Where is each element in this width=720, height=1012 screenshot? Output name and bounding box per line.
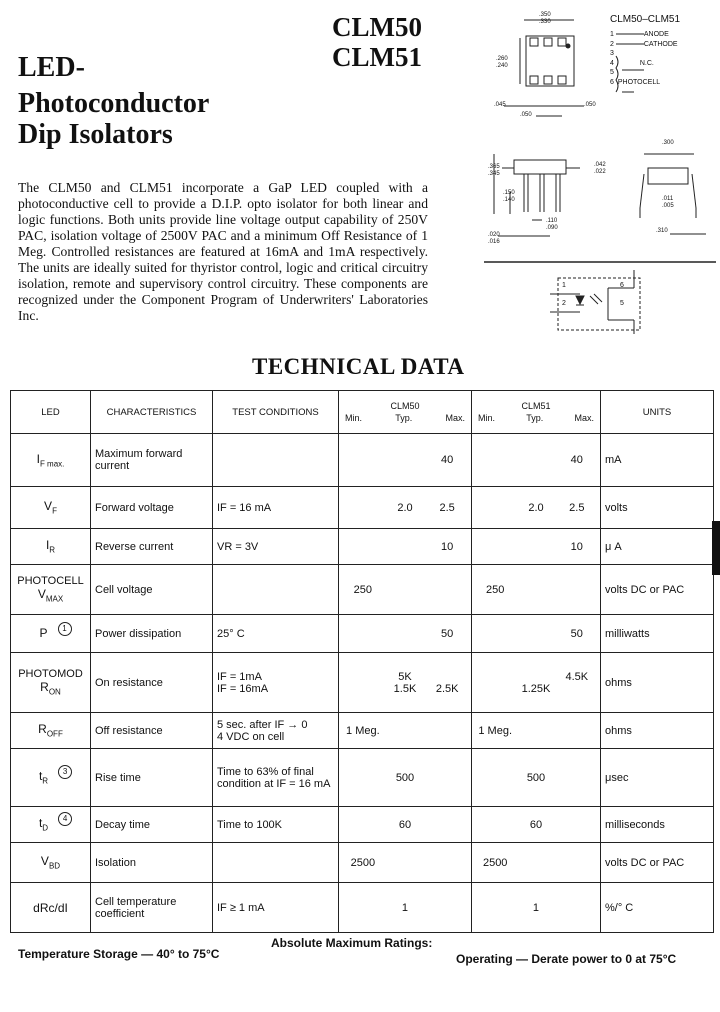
clm50-cell	[339, 434, 472, 487]
clm50-cell	[339, 615, 472, 653]
symbol-cell	[11, 615, 91, 653]
clm51-cell-value	[517, 628, 555, 640]
dim-pin-space: .110 .090	[546, 218, 558, 231]
characteristic-cell: Maximum forward current	[91, 434, 213, 487]
clm51-cell-value	[476, 628, 514, 640]
clm51-cell	[472, 565, 601, 615]
characteristic-cell: Cell voltage	[91, 565, 213, 615]
spec-table	[10, 390, 714, 933]
dim-lead-length: .150 .140	[503, 190, 515, 203]
symbol-subscript: F max.	[39, 459, 65, 469]
header-min: Min.	[478, 413, 496, 423]
clm51-cell	[472, 807, 601, 843]
test-condition-cell	[213, 565, 339, 615]
title-line-3: Dip Isolators	[18, 119, 173, 150]
clm51-cell-value: 2.0	[528, 501, 544, 514]
symbol-subscript: R	[49, 545, 56, 555]
pin-label: N.C.	[639, 59, 654, 67]
table-row	[11, 529, 714, 565]
pinout-title: CLM50–CLM51	[610, 14, 681, 25]
pin-label: PHOTOCELL	[617, 78, 661, 86]
header-min: Min.	[345, 413, 363, 423]
dim-end-width: .300	[662, 140, 674, 146]
title-line-1: LED-	[18, 52, 85, 83]
dim-left: .045	[494, 102, 506, 108]
clm51-cell-value: 40	[570, 454, 583, 466]
clm50-cell-value	[343, 454, 383, 466]
clm50-cell-value	[427, 857, 467, 869]
clm50-cell-value: 60	[398, 818, 412, 831]
clm50-cell-value	[343, 902, 383, 914]
test-condition-cell: Time to 63% of final condition at IF = 16 mA	[213, 749, 339, 807]
clm51-cell-value	[558, 857, 596, 869]
table-row	[11, 615, 714, 653]
clm51-cell-value: 1.25K	[521, 682, 551, 695]
clm50-cell-value	[385, 725, 425, 737]
header-led: LED	[11, 391, 91, 434]
test-condition-cell	[213, 843, 339, 883]
characteristic-cell: On resistance	[91, 653, 213, 713]
test-condition-cell: Time to 100K	[213, 807, 339, 843]
table-header-row	[11, 391, 714, 434]
clm50-cell	[339, 883, 472, 933]
technical-data-heading: TECHNICAL DATA	[252, 354, 465, 379]
clm51-cell-value: 1 Meg.	[478, 724, 513, 737]
test-condition-cell: IF = 1mA IF = 16mA	[213, 653, 339, 713]
table-row	[11, 434, 714, 487]
dim-row-width: .310	[656, 228, 668, 234]
characteristic-cell: Rise time	[91, 749, 213, 807]
pin-number: 6	[610, 78, 614, 86]
clm51-cell-value	[517, 454, 555, 466]
symbol-subscript: D	[42, 823, 49, 833]
clm51-cell-value: 10	[570, 540, 583, 553]
clm51-cell-value: 2500	[482, 856, 508, 869]
clm51-cell-value	[558, 725, 596, 737]
clm50-cell-value	[343, 628, 383, 640]
clm51-cell-value: 250	[486, 583, 505, 596]
table-row	[11, 713, 714, 749]
clm51-cell-value: 500	[526, 771, 546, 784]
clm51-cell-value	[476, 502, 514, 514]
section-label: PHOTOMOD	[18, 668, 83, 681]
clm51-cell-value	[476, 454, 514, 466]
pin-number: 3	[610, 50, 614, 57]
clm50-cell	[339, 487, 472, 529]
characteristic-cell: Forward voltage	[91, 487, 213, 529]
symbol-subscript: F	[52, 506, 57, 516]
symbol: dRc/dI	[33, 900, 68, 915]
section-label: PHOTOCELL	[17, 575, 84, 588]
units-cell: milliwatts	[601, 615, 714, 653]
clm50-cell-value	[427, 725, 467, 737]
note-number: 3	[58, 765, 72, 779]
clm50-cell-value: 250	[353, 583, 373, 596]
clm51-cell-value	[476, 819, 514, 831]
symbol: I	[36, 451, 40, 466]
clm50-cell-value	[385, 541, 425, 553]
symbol-cell	[11, 807, 91, 843]
clm51-cell	[472, 749, 601, 807]
pin-number: 4	[610, 59, 614, 67]
units-cell: μ A	[601, 529, 714, 565]
clm50-cell-value: 50	[441, 627, 454, 640]
units-cell: ohms	[601, 653, 714, 713]
test-condition-cell: 25° C	[213, 615, 339, 653]
schematic-pin-5: 5	[620, 300, 624, 307]
clm50-cell-value: 2.5	[439, 501, 455, 514]
symbol: V	[37, 587, 46, 602]
symbol: t	[38, 769, 43, 784]
clm50-cell-value	[343, 772, 383, 784]
characteristic-cell: Decay time	[91, 807, 213, 843]
clm51-cell-value: 1	[532, 901, 540, 914]
table-row	[11, 807, 714, 843]
clm50-cell	[339, 807, 472, 843]
pinout-list	[610, 30, 710, 87]
test-condition-cell: 5 sec. after IF → 0 4 VDC on cell	[213, 713, 339, 749]
clm51-cell-value	[476, 541, 514, 553]
clm50-cell-value	[427, 819, 467, 831]
clm51-cell-value	[517, 725, 555, 737]
header-clm50-label: CLM50	[390, 401, 420, 411]
clm50-cell-value: 40	[441, 454, 454, 466]
units-cell: volts DC or PAC	[601, 565, 714, 615]
dim-lead-thickness: .011 .005	[662, 196, 674, 209]
pin-label: CATHODE	[643, 40, 678, 48]
characteristic-cell: Reverse current	[91, 529, 213, 565]
header-typ: Typ.	[526, 413, 544, 423]
units-cell: milliseconds	[601, 807, 714, 843]
clm50-cell-value: 1 Meg.	[346, 724, 380, 737]
symbol: R	[38, 722, 47, 737]
header-max: Max.	[574, 413, 594, 423]
note-number: 4	[58, 812, 72, 826]
clm50-cell-value	[427, 772, 467, 784]
dim-top-width: .350 .330	[539, 12, 551, 25]
symbol-subscript: ON	[48, 687, 61, 697]
units-cell: volts	[601, 487, 714, 529]
symbol-cell	[11, 843, 91, 883]
clm51-cell-value	[558, 584, 596, 596]
test-condition-cell	[213, 434, 339, 487]
characteristic-cell: Isolation	[91, 843, 213, 883]
dim-side-height: .365 .345	[488, 164, 500, 177]
header-clm50	[339, 391, 472, 434]
symbol-cell	[11, 713, 91, 749]
part-number-clm51: CLM51	[332, 42, 422, 72]
clm51-cell	[472, 434, 601, 487]
pin-label: ANODE	[643, 31, 669, 38]
units-cell: ohms	[601, 713, 714, 749]
clm50-cell	[339, 749, 472, 807]
symbol-cell	[11, 434, 91, 487]
symbol-subscript: OFF	[46, 729, 63, 739]
clm50-cell	[339, 565, 472, 615]
schematic-pin-2: 2	[562, 300, 566, 307]
symbol-subscript: BD	[48, 861, 61, 871]
dim-thickness: .042 .022	[594, 162, 606, 175]
clm51-cell	[472, 713, 601, 749]
clm51-cell	[472, 487, 601, 529]
clm50-cell-value	[427, 902, 467, 914]
clm50-cell-value: 5K 1.5K	[393, 670, 417, 695]
clm50-cell-value	[343, 671, 383, 695]
symbol: t	[38, 816, 43, 831]
storage-temperature: Temperature Storage — 40° to 75°C	[18, 947, 220, 961]
test-condition-cell: IF ≥ 1 mA	[213, 883, 339, 933]
clm51-cell	[472, 529, 601, 565]
clm51-cell-value	[558, 819, 596, 831]
note-number: 1	[58, 622, 72, 636]
dim-pitch: .050	[520, 112, 532, 118]
clm50-cell-value	[343, 541, 383, 553]
symbol-cell	[11, 653, 91, 713]
clm50-cell-value	[385, 454, 425, 466]
clm51-cell-value	[517, 584, 555, 596]
clm51-cell-value	[476, 902, 514, 914]
clm51-cell	[472, 883, 601, 933]
pin-number: 5	[610, 69, 614, 76]
pin-number: 2	[610, 40, 614, 48]
clm51-cell-value: 60	[529, 818, 543, 831]
table-row	[11, 883, 714, 933]
header-max: Max.	[445, 413, 465, 423]
units-cell: %/° C	[601, 883, 714, 933]
clm50-cell-value	[385, 584, 425, 596]
clm50-cell-value: 2500	[350, 856, 376, 869]
clm51-cell-value	[517, 541, 555, 553]
symbol: R	[40, 680, 49, 695]
clm50-cell-value: 10	[441, 540, 454, 553]
clm50-cell-value: 2.0	[397, 501, 413, 514]
header-characteristics: CHARACTERISTICS	[91, 391, 213, 434]
clm51-cell-value	[476, 772, 514, 784]
abs-max-heading: Absolute Maximum Ratings:	[271, 936, 433, 950]
title-line-2: Photoconductor	[18, 88, 210, 119]
clm50-cell-value	[385, 857, 425, 869]
symbol-cell	[11, 749, 91, 807]
operating-temperature: Operating — Derate power to 0 at 75°C	[456, 952, 677, 966]
symbol-subscript: R	[42, 776, 49, 786]
clm51-cell	[472, 843, 601, 883]
table-row	[11, 487, 714, 529]
clm50-cell	[339, 653, 472, 713]
characteristic-cell: Cell temperature coefficient	[91, 883, 213, 933]
pin-number: 1	[610, 31, 614, 38]
schematic-pin-1: 1	[562, 282, 566, 289]
clm51-cell-value	[558, 772, 596, 784]
header-typ: Typ.	[395, 413, 413, 423]
clm51-cell	[472, 615, 601, 653]
intro-paragraph: The CLM50 and CLM51 incorporate a GaP LED coupled with a photoconductive cell to provide a D.I.P. opto isolator for both linear and logic functions. Both units provide line voltage output capability of 250V PAC, isolation voltage of 2500V PAC and a minimum Off Resistance of 1 Meg. Controlled resistances are featured at 16mA and 1mA respectively. The units are ideally suited for thyristor control, logic and critical circuitry isolation, remote and supervisory control circuitry. These components are recognized under the Component Program of Underwriters' Laboratories Inc.	[18, 180, 428, 323]
symbol: V	[40, 854, 49, 869]
clm50-cell-value	[343, 502, 383, 514]
table-row	[11, 749, 714, 807]
header-clm51	[472, 391, 601, 434]
clm50-cell	[339, 713, 472, 749]
schematic-pin-6: 6	[620, 282, 624, 289]
clm50-cell-value	[385, 628, 425, 640]
clm51-cell-value: 50	[570, 627, 583, 640]
symbol-cell	[11, 565, 91, 615]
dim-height: .260 .240	[496, 56, 508, 69]
symbol-cell	[11, 529, 91, 565]
clm51-cell-value: 4.5K	[565, 670, 589, 683]
header-clm51-label: CLM51	[521, 401, 551, 411]
clm51-cell-value	[517, 857, 555, 869]
clm51-cell-value: 2.5	[569, 501, 585, 514]
table-row	[11, 653, 714, 713]
clm50-cell-value	[427, 584, 467, 596]
clm50-cell-value: 2.5K	[435, 682, 459, 695]
characteristic-cell: Power dissipation	[91, 615, 213, 653]
symbol-cell	[11, 883, 91, 933]
clm50-cell	[339, 529, 472, 565]
dim-right: .050	[584, 102, 596, 108]
clm51-cell-value	[558, 902, 596, 914]
units-cell: mA	[601, 434, 714, 487]
dim-lead-width: .020 .016	[488, 232, 500, 245]
test-condition-cell: IF = 16 mA	[213, 487, 339, 529]
units-cell: volts DC or PAC	[601, 843, 714, 883]
symbol: P	[39, 625, 48, 640]
symbol-subscript: MAX	[45, 594, 64, 604]
clm50-cell-value	[343, 819, 383, 831]
test-condition-cell: VR = 3V	[213, 529, 339, 565]
units-cell: μsec	[601, 749, 714, 807]
header-units: UNITS	[601, 391, 714, 434]
clm50-cell-value: 1	[401, 901, 409, 914]
clm50-cell	[339, 843, 472, 883]
clm51-cell	[472, 653, 601, 713]
table-row	[11, 843, 714, 883]
symbol: I	[45, 538, 50, 553]
symbol: V	[44, 499, 53, 514]
table-row	[11, 565, 714, 615]
edge-index-tab	[712, 521, 720, 575]
clm50-cell-value: 500	[395, 771, 415, 784]
symbol-cell	[11, 487, 91, 529]
characteristic-cell: Off resistance	[91, 713, 213, 749]
header-test-conditions: TEST CONDITIONS	[213, 391, 339, 434]
clm51-cell-value	[476, 671, 514, 695]
part-number-clm50: CLM50	[332, 12, 422, 42]
